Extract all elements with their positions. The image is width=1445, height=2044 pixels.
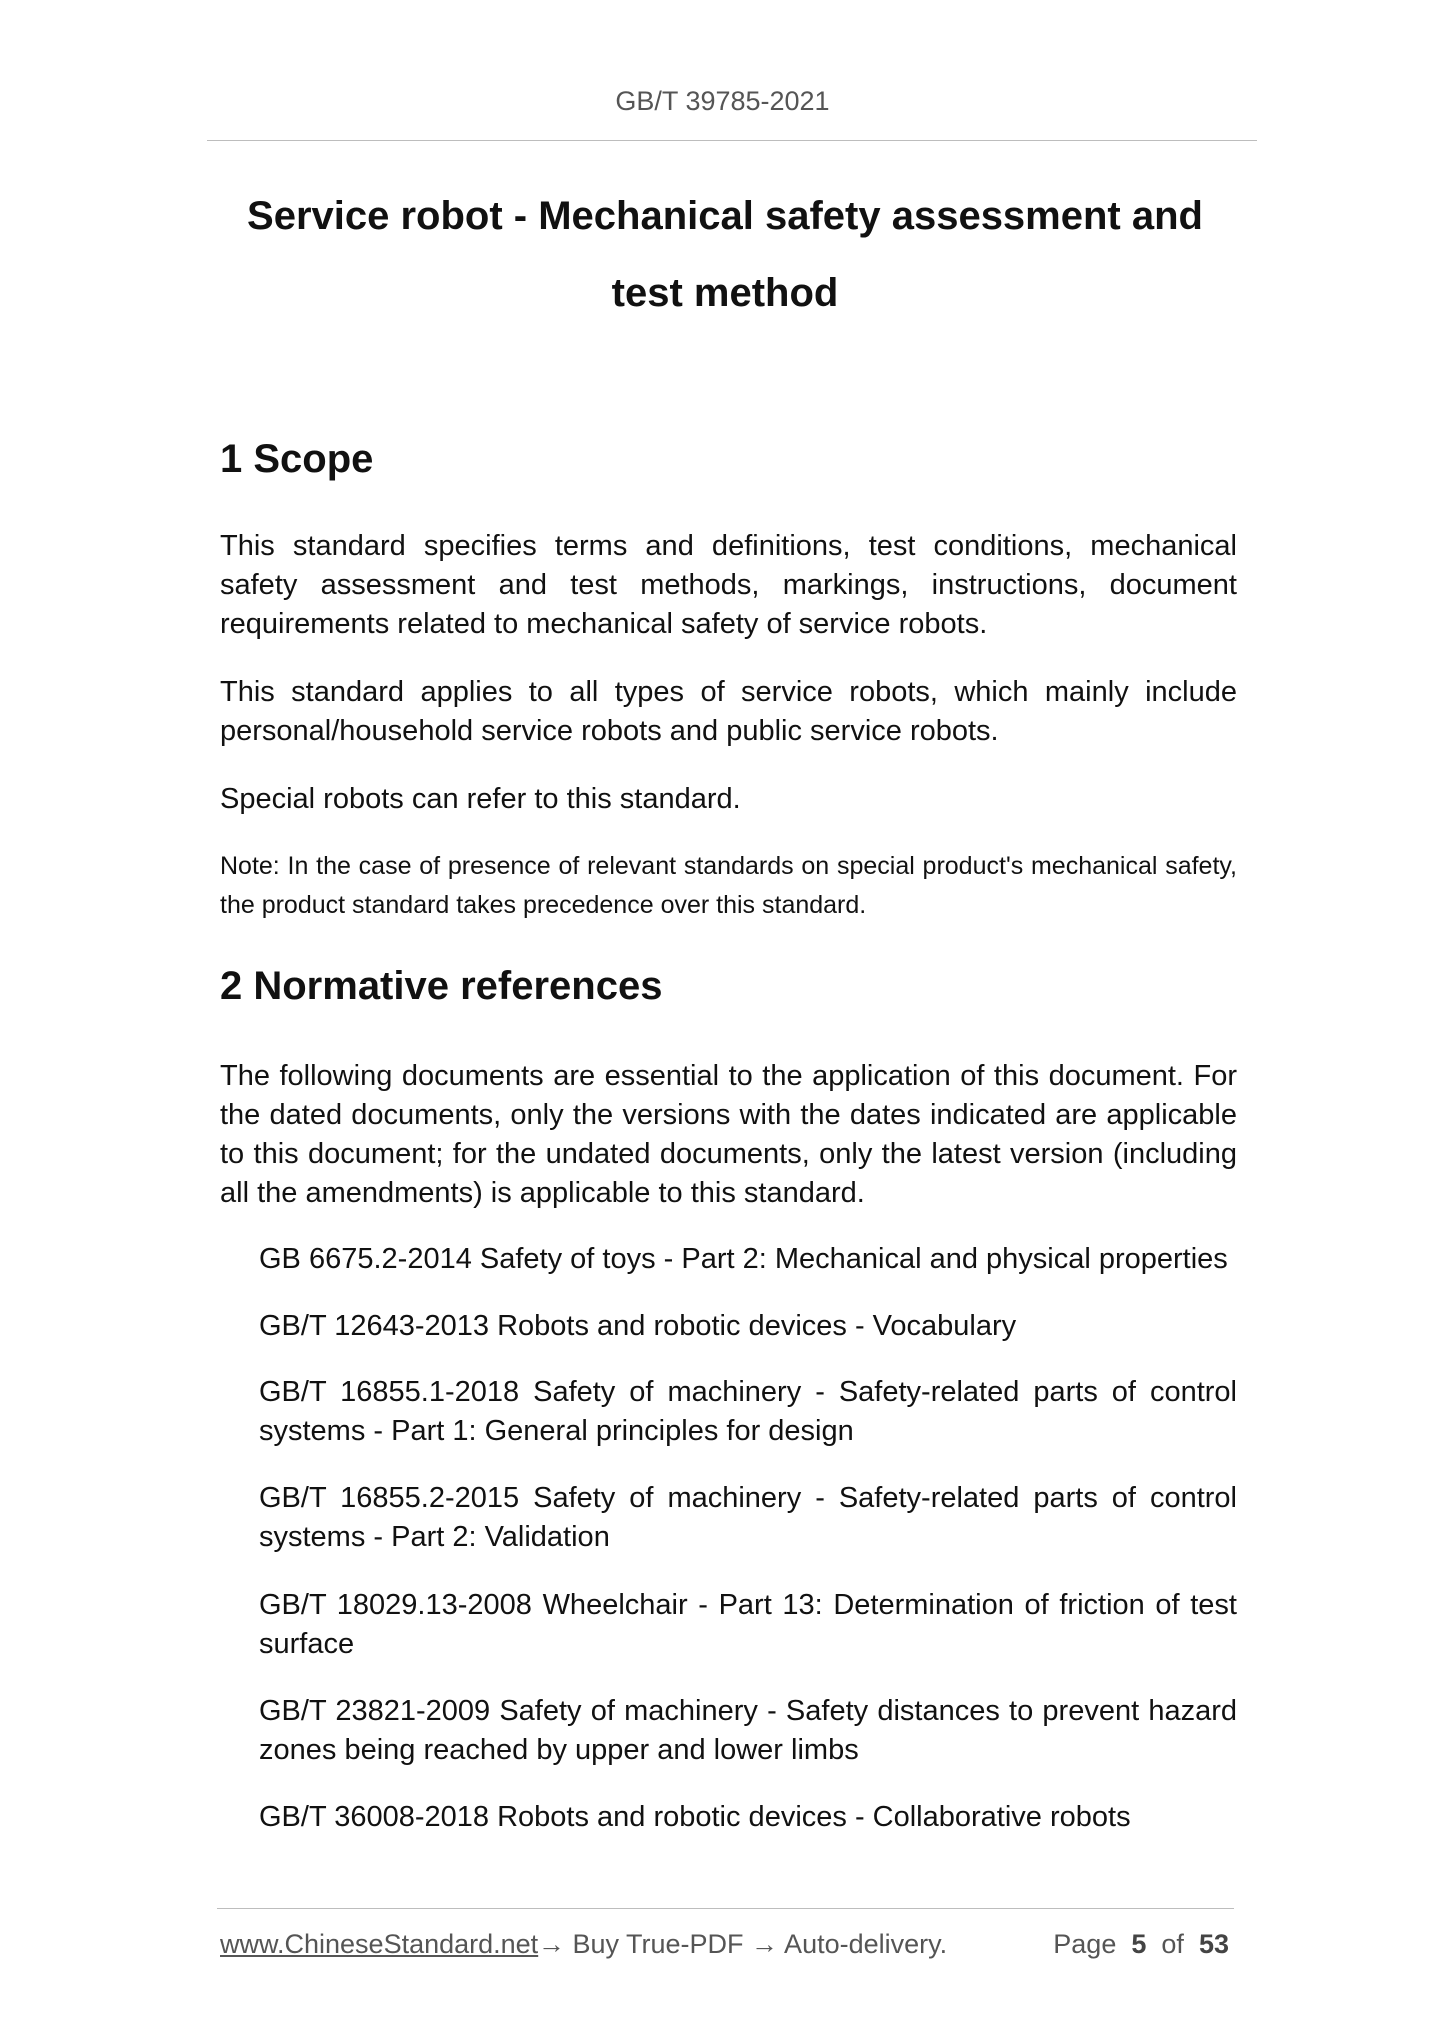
footer-tagline: → Buy True-PDF → Auto-delivery. <box>538 1929 948 1959</box>
website-link[interactable]: www.ChineseStandard.net <box>220 1929 539 1959</box>
reference-item: GB/T 12643-2013 Robots and robotic devices - Vocabulary <box>259 1310 1017 1342</box>
scope-paragraph: This standard applies to all types of service robots, which mainly include personal/household service robots and public service robots. <box>220 676 1237 747</box>
page-counter <box>1053 1929 1229 1960</box>
scope-note: Note: In the case of presence of relevant standards on special product's mechanical safety, the product standard takes precedence over this standard. <box>220 852 1237 919</box>
total-pages-number: 53 <box>1198 1929 1229 1959</box>
reference-item: GB 6675.2-2014 Safety of toys - Part 2: Mechanical and physical properties <box>259 1243 1228 1275</box>
page-of-label: of <box>1161 1929 1184 1959</box>
section-heading-scope: 1 Scope <box>220 437 374 481</box>
reference-item: GB/T 16855.2-2015 Safety of machinery - Safety-related parts of control systems - Part 2: Validation <box>259 1482 1237 1553</box>
scope-paragraph: Special robots can refer to this standard. <box>220 783 741 815</box>
reference-item: GB/T 18029.13-2008 Wheelchair - Part 13: Determination of friction of test surface <box>259 1589 1237 1660</box>
footer-divider <box>217 1908 1234 1909</box>
normative-references-intro: The following documents are essential to the application of this document. For the dated documents, only the versions with the dates indicated are applicable to this document; for the undated documents, only the latest version (including all the amendments) is applicable to this standard. <box>220 1060 1237 1209</box>
reference-item: GB/T 16855.1-2018 Safety of machinery - Safety-related parts of control systems - Part 1: General principles for design <box>259 1376 1237 1447</box>
current-page-number: 5 <box>1131 1929 1147 1959</box>
page-footer <box>220 1929 1237 1965</box>
scope-paragraph: This standard specifies terms and definitions, test conditions, mechanical safety assessment and test methods, markings, instructions, document requirements related to mechanical safety of service robots. <box>220 530 1237 640</box>
document-title: Service robot - Mechanical safety assessment and test method <box>247 194 1203 315</box>
reference-item: GB/T 23821-2009 Safety of machinery - Safety distances to prevent hazard zones being reached by upper and lower limbs <box>259 1695 1237 1766</box>
section-heading-normative-references: 2 Normative references <box>220 964 663 1008</box>
reference-item: GB/T 36008-2018 Robots and robotic devices - Collaborative robots <box>259 1801 1131 1833</box>
page-header-doc-id: GB/T 39785-2021 <box>615 86 830 116</box>
page-label: Page <box>1053 1929 1117 1959</box>
header-divider <box>207 140 1257 141</box>
